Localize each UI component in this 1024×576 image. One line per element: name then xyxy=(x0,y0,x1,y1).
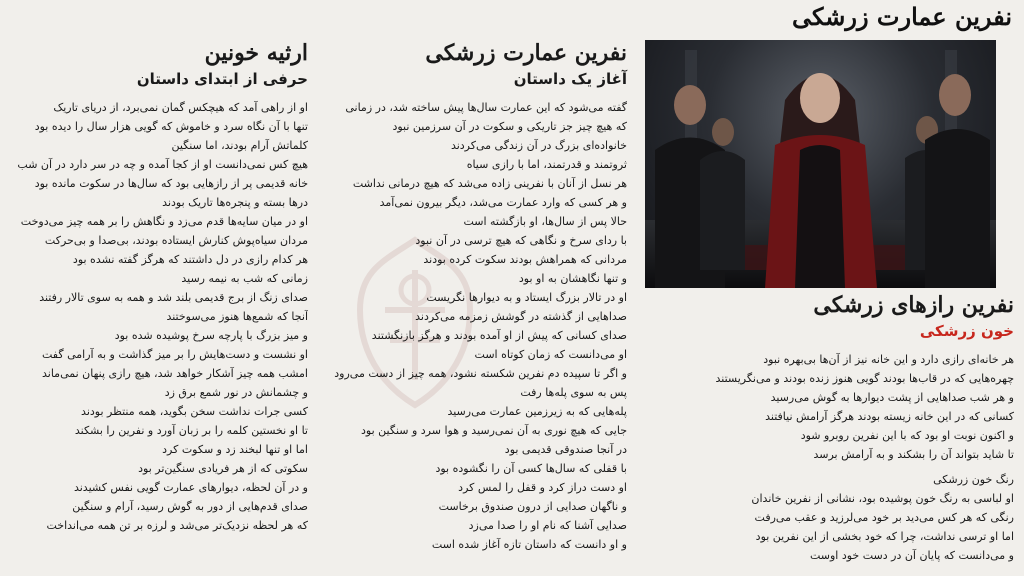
body-line: صداهایی از گذشته در گوشش زمزمه می‌کردند xyxy=(415,310,627,323)
body-line: و هر شب صداهایی از پشت دیوارها به گوش می‌رسید xyxy=(770,391,1014,404)
body-line: و ناگهان صدایی از درون صندوق برخاست xyxy=(438,500,627,513)
body-line: و میز بزرگ با پارچه سرخ پوشیده شده بود xyxy=(114,329,308,342)
body-line: رنگ خون زرشکی xyxy=(933,473,1014,486)
body-line: خانواده‌ای بزرگ در آن زندگی می‌کردند xyxy=(450,139,627,152)
body-line: در آنجا صندوقی قدیمی بود xyxy=(504,443,627,456)
body-line: با ردای سرخ و نگاهی که هیچ ترسی در آن نبود xyxy=(415,234,627,247)
hero-photo xyxy=(645,40,996,288)
body-line: هر خانه‌ای رازی دارد و این خانه نیز از آن‌ها بی‌بهره نبود xyxy=(763,353,1014,366)
body-line: که هیچ چیز جز تاریکی و سکوت در آن سرزمین نبود xyxy=(392,120,627,133)
right-article-subtitle: خون زرشکی xyxy=(919,322,1014,340)
body-line: و اگر تا سپیده دم نفرین شکسته نشود، همه چیز از دست می‌رود xyxy=(334,367,627,380)
body-line: ثروتمند و قدرتمند، اما با رازی سیاه xyxy=(466,158,627,171)
middle-article-title: نفرین عمارت زرشکی xyxy=(425,40,627,66)
body-line: خانه قدیمی پر از رازهایی بود که سال‌ها در سکوت مانده بود xyxy=(34,177,308,190)
body-line: رنگی که هر کس می‌دید بر خود می‌لرزید و عقب می‌رفت xyxy=(754,511,1014,524)
body-line: پله‌هایی که به زیرزمین عمارت می‌رسید xyxy=(447,405,627,418)
body-line: صدای قدم‌هایی از دور به گوش رسید، آرام و سنگین xyxy=(72,500,308,513)
middle-article-subtitle: آغاز یک داستان xyxy=(513,70,627,88)
body-line: و در آن لحظه، دیوارهای عمارت گویی نفس کشیدند xyxy=(73,481,308,494)
body-line: تنها با آن نگاه سرد و خاموش که گویی هزار سال را دیده بود xyxy=(34,120,308,133)
body-line: اما او ترسی نداشت، چرا که خود بخشی از این نفرین بود xyxy=(755,530,1014,543)
left-article-title: ارثیه خونین xyxy=(204,40,308,66)
body-line: حالا پس از سال‌ها، او بازگشته است xyxy=(463,215,627,228)
right-article xyxy=(648,292,1014,565)
body-line: صدای زنگ از برج قدیمی بلند شد و همه به سوی تالار رفتند xyxy=(39,291,308,304)
body-line: و هر کسی که وارد عمارت می‌شد، دیگر بیرون نمی‌آمد xyxy=(379,196,627,209)
left-article xyxy=(8,40,308,535)
body-line: او در میان سایه‌ها قدم می‌زد و نگاهش را بر همه چیز می‌دوخت xyxy=(20,215,308,228)
body-line: و چشمانش در نور شمع برق زد xyxy=(164,386,308,399)
figures-illustration-icon xyxy=(645,40,996,288)
body-line: که هر لحظه نزدیک‌تر می‌شد و لرزه بر تن همه می‌انداخت xyxy=(46,519,308,532)
body-line: کلماتش آرام بودند، اما سنگین xyxy=(171,139,308,152)
body-line: مردان سیاه‌پوش کنارش ایستاده بودند، بی‌صدا و بی‌حرکت xyxy=(44,234,308,247)
body-line: جایی که هیچ نوری به آن نمی‌رسید و هوا سرد و سنگین بود xyxy=(361,424,627,437)
body-line: سکوتی که از هر فریادی سنگین‌تر بود xyxy=(138,462,308,475)
right-article-title: نفرین رازهای زرشکی xyxy=(813,292,1014,318)
body-line: او از راهی آمد که هیچکس گمان نمی‌برد، از دریای تاریک xyxy=(53,101,308,114)
body-line: زمانی که شب به نیمه رسید xyxy=(181,272,308,285)
left-article-subtitle: حرفی از ابتدای داستان xyxy=(136,70,308,88)
body-line: و او دانست که داستان تازه آغاز شده است xyxy=(431,538,627,551)
body-line: او دست دراز کرد و قفل را لمس کرد xyxy=(458,481,627,494)
body-line: او در تالار بزرگ ایستاد و به دیوارها نگریست xyxy=(426,291,627,304)
body-line: هر کدام رازی در دل داشتند که هرگز گفته نشده بود xyxy=(72,253,308,266)
body-line: با قفلی که سال‌ها کسی آن را نگشوده بود xyxy=(435,462,627,475)
left-article-body xyxy=(8,98,308,535)
body-line: اما او تنها لبخند زد و سکوت کرد xyxy=(162,443,308,456)
body-line: هیچ کس نمی‌دانست او از کجا آمده و چه در سر دارد در آن شب xyxy=(17,158,308,171)
body-line: آنجا که شمع‌ها هنوز می‌سوختند xyxy=(166,310,308,323)
body-line: مردانی که همراهش بودند سکوت کرده بودند xyxy=(423,253,627,266)
body-line: چهره‌هایی که در قاب‌ها بودند گویی هنوز زنده بودند و می‌نگریستند xyxy=(715,372,1014,385)
body-line: گفته می‌شود که این عمارت سال‌ها پیش ساخته شد، در زمانی xyxy=(345,101,627,114)
middle-article xyxy=(322,40,627,554)
body-line: تا او نخستین کلمه را بر زبان آورد و نفرین را بشکند xyxy=(74,424,308,437)
body-line: و تنها نگاهشان به او بود xyxy=(518,272,627,285)
body-line: هر نسل از آنان با نفرینی زاده می‌شد که هیچ درمانی نداشت xyxy=(352,177,627,190)
body-line: و می‌دانست که پایان آن در دست خود اوست xyxy=(809,549,1014,562)
middle-article-body xyxy=(322,98,627,554)
body-line: کسی جرات نداشت سخن بگوید، همه منتظر بودند xyxy=(81,405,308,418)
body-line: و اکنون نوبت او بود که با این نفرین روبرو شود xyxy=(800,429,1014,442)
masthead-title: نفرین عمارت زرشکی xyxy=(792,2,1012,31)
body-line: تا شاید بتواند آن را بشکند و به آرامش برسد xyxy=(813,448,1014,461)
body-line: صدای کسانی که پیش از او آمده بودند و هرگز بازنگشتند xyxy=(371,329,627,342)
body-line: او می‌دانست که زمان کوتاه است xyxy=(474,348,627,361)
right-article-body xyxy=(648,350,1014,565)
body-line: امشب همه چیز آشکار خواهد شد، هیچ رازی پنهان نمی‌ماند xyxy=(41,367,308,380)
body-line: او نشست و دست‌هایش را بر میز گذاشت و به آرامی گفت xyxy=(41,348,308,361)
body-line: پس به سوی پله‌ها رفت xyxy=(520,386,627,399)
body-line: درها بسته و پنجره‌ها تاریک بودند xyxy=(162,196,308,209)
body-line: کسانی که در این خانه زیسته بودند هرگز آرامش نیافتند xyxy=(765,410,1014,423)
body-line: صدایی آشنا که نام او را صدا می‌زد xyxy=(468,519,627,532)
body-line: او لباسی به رنگ خون پوشیده بود، نشانی از نفرین خاندان xyxy=(751,492,1014,505)
